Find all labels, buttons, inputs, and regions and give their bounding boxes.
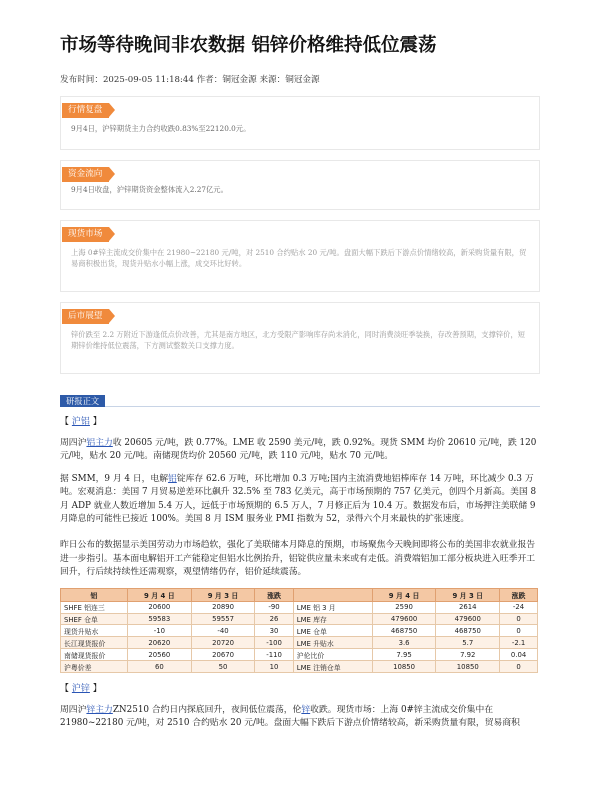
table-cell: -90 xyxy=(255,601,293,613)
table-cell: 10850 xyxy=(372,661,436,673)
table-cell: 10850 xyxy=(436,661,500,673)
table-cell: 南储现货报价 xyxy=(61,649,128,661)
table-cell: 20620 xyxy=(128,637,192,649)
table-row xyxy=(61,649,538,661)
table-row xyxy=(61,601,538,613)
table-cell: 20670 xyxy=(191,649,255,661)
table-cell: LME 库存 xyxy=(293,613,372,625)
table-cell: 2590 xyxy=(372,601,436,613)
table-cell: 479600 xyxy=(436,613,500,625)
table-cell: 20890 xyxy=(191,601,255,613)
table-cell: 479600 xyxy=(372,613,436,625)
article-meta: 发布时间：2025-09-05 11:18:44 作者：铜冠金源 来源：铜冠金源 xyxy=(60,75,320,85)
table-cell: 7.92 xyxy=(436,649,500,661)
table-cell: 20720 xyxy=(191,637,255,649)
zinc-heading xyxy=(60,683,540,696)
table-cell: 0 xyxy=(500,613,538,625)
table-cell: -40 xyxy=(191,625,255,637)
summary-box-outlook xyxy=(60,302,540,374)
table-cell: LME 注销仓单 xyxy=(293,661,372,673)
table-header: 9 月 3 日 xyxy=(436,588,500,601)
table-cell: -24 xyxy=(500,601,538,613)
table-header: 9 月 4 日 xyxy=(372,588,436,601)
table-cell: 30 xyxy=(255,625,293,637)
text: 收跌。现货市场：上海 0#锌主流成交价集中在 21980~22180 元/吨，对 2510 合约贴水 20 元/吨。盘面大幅下跌后下游点价情绪较高，新采购货量有限，贸易商积 xyxy=(60,705,520,729)
table-cell: 0 xyxy=(500,661,538,673)
aluminum-ingot-link[interactable]: 铝 xyxy=(168,473,177,484)
table-row xyxy=(61,613,538,625)
table-cell: -110 xyxy=(255,649,293,661)
text: ZN2510 合约日内探底回升，夜间低位震荡，伦 xyxy=(112,705,302,715)
table-header xyxy=(293,588,372,601)
bracket-close: 】 xyxy=(92,684,102,694)
bracket-close: 】 xyxy=(92,417,102,427)
table-cell: SHFE 铝连三 xyxy=(61,601,128,613)
text: 锭库存 62.6 万吨，环比增加 0.3 万吨;国内主流消费地铝棒库存 14 万吨，环比减少 0.3 万吨。宏观消息：美国 7 月贸易逆差环比飙升 32.5% 至 783 亿美元，高于市场预期的 757 亿美元，创四个月新高。美国 8 月 ADP 就业人数近增加 5.4 万人，远低于市场预期的 6.5 万人，7 月修正后为 10.4 万。数据发布后，市场押注美联储 9 月降息的可能性已接近 100%。美国 8 月 ISM 服务业 PMI 指数为 52，录得六个月来最快的扩张速度。 xyxy=(60,473,537,525)
text: 据 SMM，9 月 4 日，电解 xyxy=(60,473,168,484)
table-header: 涨跌 xyxy=(500,588,538,601)
zinc-paragraph-1 xyxy=(60,704,540,731)
section-tag: 研报正文 xyxy=(60,395,105,407)
table-header: 涨跌 xyxy=(255,588,293,601)
summary-tag: 后市展望 xyxy=(62,309,109,324)
summary-box-review xyxy=(60,96,540,150)
summary-box-funds xyxy=(60,160,540,211)
table-cell: 长江现货报价 xyxy=(61,637,128,649)
page-title: 市场等待晚间非农数据 铝锌价格维持低位震荡 xyxy=(60,35,437,56)
table-cell: 0.04 xyxy=(500,649,538,661)
aluminum-main-link[interactable]: 铝主力 xyxy=(86,438,113,448)
text: 收 20605 元/吨，跌 0.77%。LME 收 2590 美元/吨，跌 0.92%。现货 SMM 均价 20610 元/吨，跌 120 元/吨，贴水 20 元/吨。南储现货均价 20560 元/吨，跌 110 元/吨，贴水 70 元/吨。 xyxy=(60,438,537,462)
table-cell: 0 xyxy=(500,625,538,637)
table-cell: -10 xyxy=(128,625,192,637)
table-cell: 10 xyxy=(255,661,293,673)
table-row xyxy=(61,625,538,637)
table-row xyxy=(61,637,538,649)
text: 周四沪 xyxy=(60,705,87,715)
table-cell: 沪粤价差 xyxy=(61,661,128,673)
table-cell: 3.6 xyxy=(372,637,436,649)
table-cell: 20560 xyxy=(128,649,192,661)
table-cell: SHEF 仓单 xyxy=(61,613,128,625)
table-header-row xyxy=(61,588,538,601)
aluminum-data-table xyxy=(60,588,538,673)
table-corner: 铝 xyxy=(61,588,128,601)
summary-text: 9月4日，沪锌期货主力合约收跌0.83%至22120.0元。 xyxy=(71,124,251,133)
aluminum-link[interactable]: 沪铝 xyxy=(71,417,90,427)
table-cell: 20600 xyxy=(128,601,192,613)
summary-text: 锌价跌至 2.2 万附近下游逢低点价改善，尤其是南方地区，北方受限产影响库存尚未消化，同时消费淡旺季装换，存改善预期，支撑锌价，短期锌价维持低位震荡，下方测试整数关口支撑力度。 xyxy=(71,330,526,350)
summary-tag: 资金流向 xyxy=(62,167,109,182)
lme-zinc-link[interactable]: 锌 xyxy=(301,705,311,715)
table-cell: 5.7 xyxy=(436,637,500,649)
bracket-open: 【 xyxy=(60,417,70,427)
summary-tag: 现货市场 xyxy=(62,227,109,242)
table-header: 9 月 4 日 xyxy=(128,588,192,601)
table-cell: LME 铝 3 月 xyxy=(293,601,372,613)
section-header xyxy=(60,394,540,407)
zinc-link[interactable]: 沪锌 xyxy=(71,684,90,694)
summary-text: 上海 0#锌主流成交价集中在 21980~22180 元/吨，对 2510 合约贴水 20 元/吨。盘面大幅下跌后下游点价情绪较高，新采购货量有限，贸易商积极出货，现货升贴水小幅上涨，成交环比好转。 xyxy=(71,248,527,268)
aluminum-paragraph-2 xyxy=(60,473,540,527)
table-cell: 468750 xyxy=(436,625,500,637)
summary-text: 9月4日收盘，沪锌期货资金整体流入2.27亿元。 xyxy=(71,184,228,194)
table-cell: -100 xyxy=(255,637,293,649)
aluminum-heading xyxy=(60,416,540,429)
aluminum-paragraph-1 xyxy=(60,437,540,464)
table-header: 9 月 3 日 xyxy=(191,588,255,601)
table-cell: 50 xyxy=(191,661,255,673)
table-cell: 7.95 xyxy=(372,649,436,661)
table-cell: LME 仓单 xyxy=(293,625,372,637)
table-cell: 现货升贴水 xyxy=(61,625,128,637)
summary-box-spot xyxy=(60,220,540,292)
table-cell: 59583 xyxy=(128,613,192,625)
table-cell: 2614 xyxy=(436,601,500,613)
aluminum-paragraph-3: 昨日公布的数据显示美国劳动力市场趋软，强化了美联储本月降息的预期，市场聚焦今天晚间即将公布的美国非农就业报告进一步指引。基本面电解铝开工产能稳定但铝水比例抬升，铝锭供应量未来或有走低。消费端铝加工部分板块进入旺季开工回升，行后续持续性还需观察，观望情绪仍存，铝价延续震荡。 xyxy=(60,540,536,578)
zinc-main-link[interactable]: 锌主力 xyxy=(86,705,113,715)
table-cell: 沪伦比价 xyxy=(293,649,372,661)
bracket-open: 【 xyxy=(60,684,70,694)
text: 周四沪 xyxy=(60,438,87,448)
table-cell: 26 xyxy=(255,613,293,625)
table-cell: -2.1 xyxy=(500,637,538,649)
table-cell: LME 升贴水 xyxy=(293,637,372,649)
table-row xyxy=(61,661,538,673)
summary-tag: 行情复盘 xyxy=(62,103,109,118)
table-cell: 468750 xyxy=(372,625,436,637)
table-cell: 59557 xyxy=(191,613,255,625)
table-cell: 60 xyxy=(128,661,192,673)
